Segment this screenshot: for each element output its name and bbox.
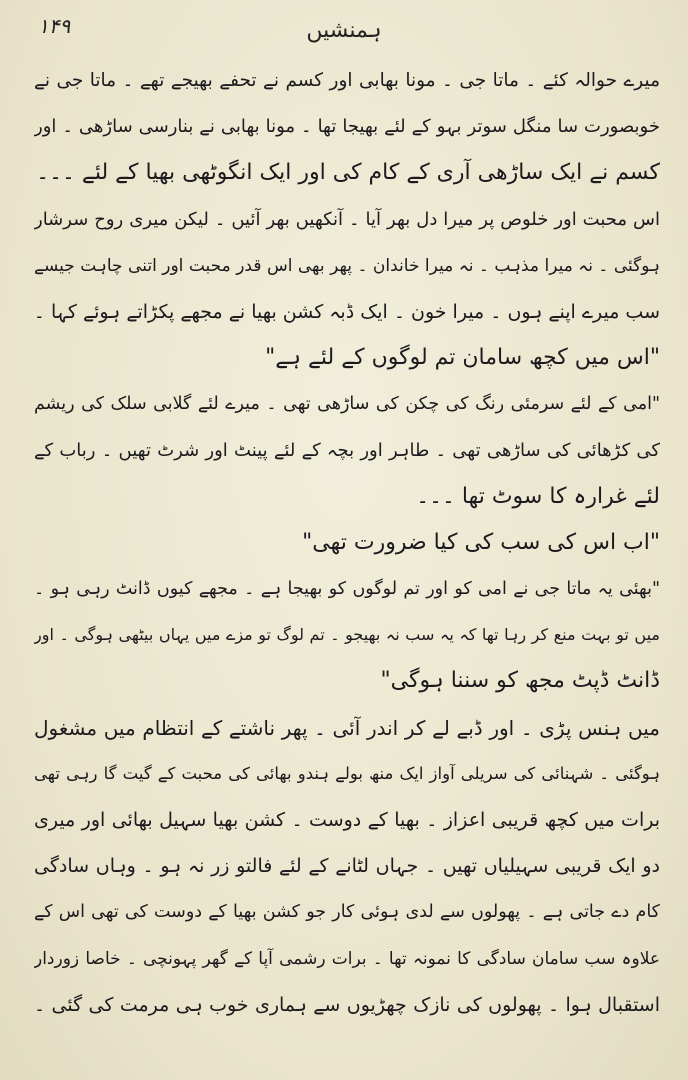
text-line-15: میں ہنس پڑی ۔ اور ڈبے لے کر اندر آئی ۔ پھر ناشتے کے انتظام میں مشغول: [34, 715, 660, 740]
text-line-10: لئے غرارہ کا سوٹ تھا ۔۔۔: [416, 483, 660, 509]
text-line-16: ہوگئی ۔ شہنائی کی سریلی آواز ایک منھ بولے ہندو بھائی کی محبت کے گیت گا رہی تھی: [34, 763, 660, 783]
text-line-20: علاوہ سب سامان سادگی کا نمونہ تھا ۔ برات رشمی آپا کے گھر پہونچی ۔ خاصا زوردار: [34, 948, 660, 969]
running-title: ہمنشیں: [306, 18, 382, 43]
body-text: [34, 58, 660, 1028]
text-line-6: سب میرے اپنے ہوں ۔ میرا خون ۔ ایک ڈبہ کشن بھیا نے مجھے پکڑاتے ہوئے کہا ۔: [34, 300, 660, 323]
text-line-14: ڈانٹ ڈپٹ مجھ کو سننا ہوگی": [380, 668, 660, 694]
text-line-21: استقبال ہوا ۔ پھولوں کی نازک چھڑیوں سے ہماری خوب ہی مرمت کی گئی ۔: [34, 993, 660, 1016]
text-line-11: "اب اس کی سب کی کیا ضرورت تھی": [302, 529, 660, 555]
text-line-12: "بھئی یہ ماتا جی نے امی کو اور تم لوگوں کو بھیجا ہے ۔ مجھے کیوں ڈانٹ رہی ہو ۔: [34, 579, 660, 600]
text-line-9: کی کڑھائی کی ساڑھی تھی ۔ طاہر اور بچہ کے لئے پینٹ اور شرٹ تھیں ۔ رباب کے: [34, 439, 660, 461]
text-line-18: دو ایک قریبی سہیلیاں تھیں ۔ جہاں لٹانے کے لئے فالتو زر نہ ہو ۔ وہاں سادگی: [34, 855, 660, 878]
text-line-19: کام دے جاتی ہے ۔ پھولوں سے لدی ہوئی کار جو کشن بھیا کے دوست کی تھی اس کے: [34, 902, 660, 923]
text-line-2: خوبصورت سا منگل سوتر بہو کے لئے بھیجا تھا ۔ مونا بھابی نے بنارسی ساڑھی ۔ اور: [34, 116, 660, 138]
text-line-13: میں تو بہت منع کر رہا تھا کہ یہ سب نہ بھیجو ۔ تم لوگ تو مزے میں یہاں بیٹھی ہوگی ۔ اور: [34, 625, 660, 645]
text-line-5: ہوگئی ۔ نہ میرا مذہب ۔ نہ میرا خاندان ۔ پھر بھی اس قدر محبت اور اتنی چاہت جیسے: [34, 255, 660, 276]
page-number: ۱۴۹: [38, 14, 71, 38]
text-line-3: کسم نے ایک ساڑھی آری کے کام کی اور ایک انگوٹھی بھیا کے لئے ۔۔۔: [36, 160, 660, 186]
text-line-8: "امی کے لئے سرمئی رنگ کی چکن کی ساڑھی تھی ۔ میرے لئے گلابی سلک کی ریشم: [34, 394, 660, 415]
text-line-1: میرے حوالہ کئے ۔ ماتا جی ۔ مونا بھابی اور کسم نے تحفے بھیجے تھے ۔ ماتا جی نے: [34, 70, 660, 91]
text-line-4: اس محبت اور خلوص پر میرا دل بھر آیا ۔ آنکھیں بھر آئیں ۔ لیکن میری روح سرشار: [34, 208, 660, 230]
text-line-17: برات میں کچھ قریبی اعزاز ۔ بھیا کے دوست ۔ کشن بھیا سہیل بھائی اور میری: [34, 809, 660, 831]
text-line-7: "اس میں کچھ سامان تم لوگوں کے لئے ہے": [265, 345, 660, 371]
